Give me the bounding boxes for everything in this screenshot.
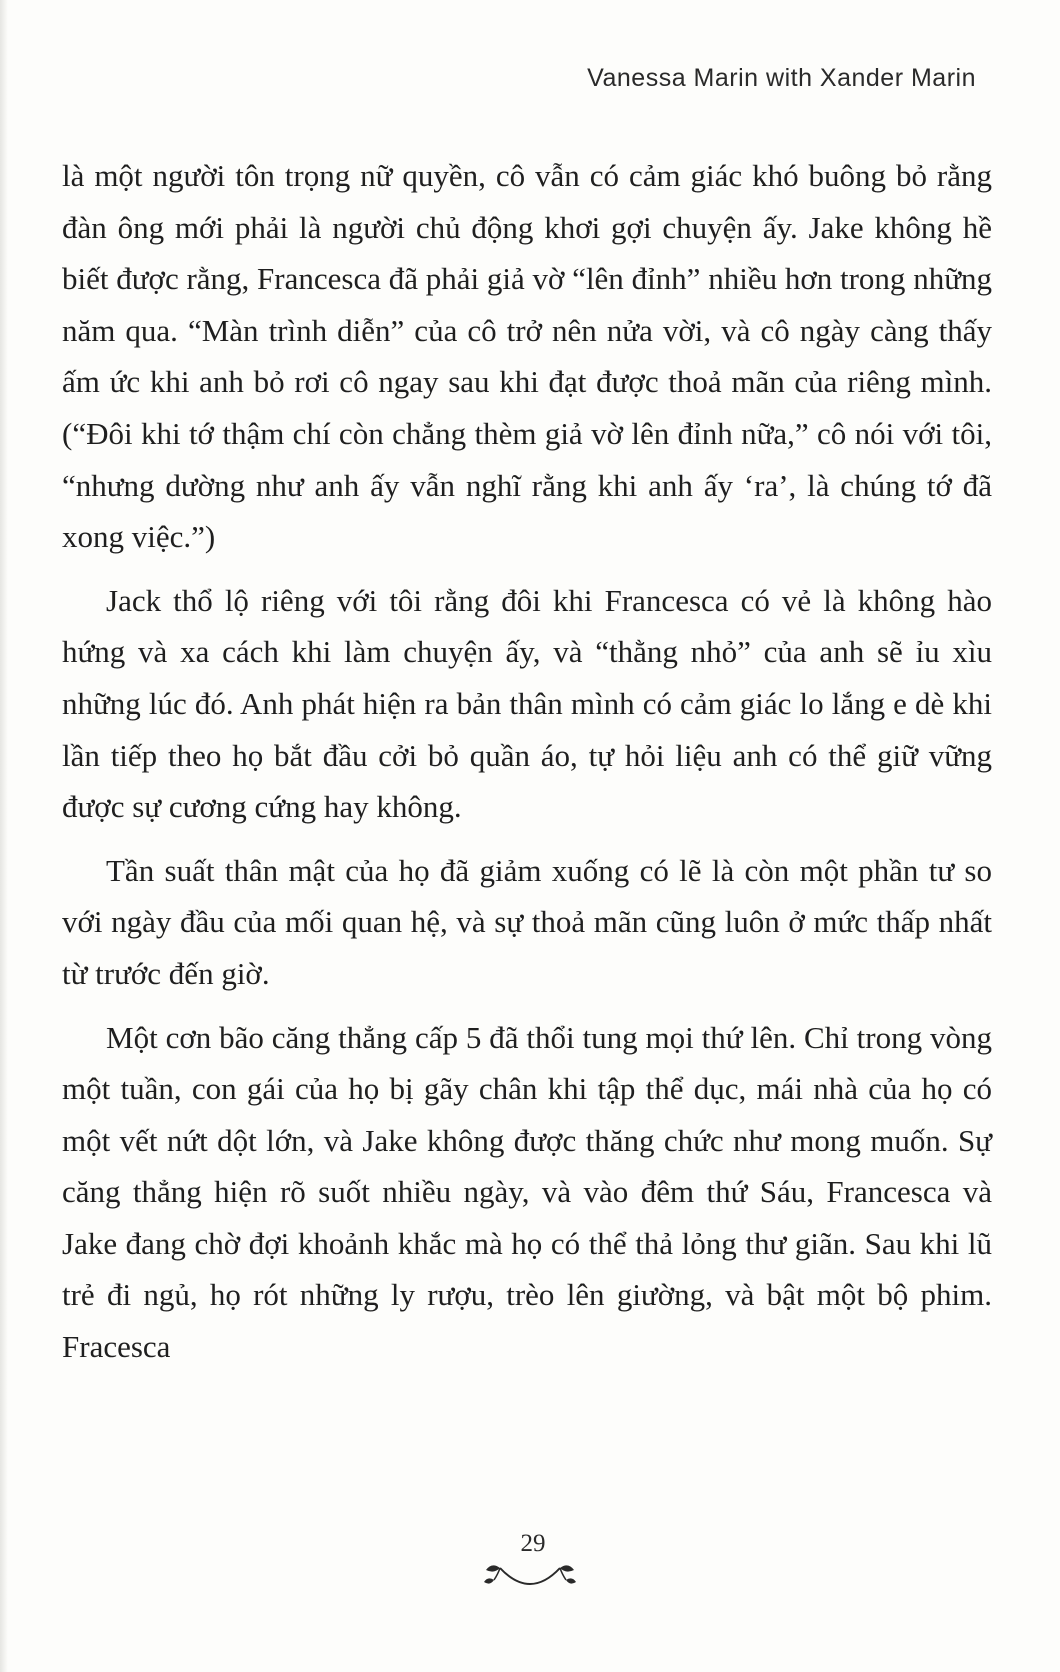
vine-ornament-icon bbox=[480, 1560, 580, 1594]
paragraph-1: là một người tôn trọng nữ quyền, cô vẫn có cảm giác khó buông bỏ rằng đàn ông mới phải là người chủ động khơi gợi chuyện ấy. Jake không hề biết được rằng, Francesca đã phải giả vờ “lên đỉnh” nhiều hơn trong những năm qua. “Màn trình diễn” của cô trở nên nửa vời, và cô ngày càng thấy ấm ức khi anh bỏ rơi cô ngay sau khi đạt được thoả mãn của riêng mình. (“Đôi khi tớ thậm chí còn chẳng thèm giả vờ lên đỉnh nữa,” cô nói với tôi, “nhưng dường như anh ấy vẫn nghĩ rằng khi anh ấy ‘ra’, là chúng tớ đã xong việc.”) bbox=[62, 158, 992, 555]
page-footer bbox=[0, 1530, 1060, 1594]
paragraph-3: Tần suất thân mật của họ đã giảm xuống có lẽ là còn một phần tư so với ngày đầu của mối quan hệ, và sự thoả mãn cũng luôn ở mức thấp nhất từ trước đến giờ. bbox=[62, 852, 992, 991]
paragraph-2: Jack thổ lộ riêng với tôi rằng đôi khi Francesca có vẻ là không hào hứng và xa cách khi làm chuyện ấy, và “thằng nhỏ” của anh sẽ ỉu xìu những lúc đó. Anh phát hiện ra bản thân mình có cảm giác lo lắng e dè khi lần tiếp theo họ bắt đầu cởi bỏ quần áo, tự hỏi liệu anh có thể giữ vững được sự cương cứng hay không. bbox=[62, 582, 992, 825]
paragraph-4: Một cơn bão căng thẳng cấp 5 đã thổi tung mọi thứ lên. Chỉ trong vòng một tuần, con gái của họ bị gãy chân khi tập thể dục, mái nhà của họ có một vết nứt dột lớn, và Jake không được thăng chức như mong muốn. Sự căng thẳng hiện rõ suốt nhiều ngày, và vào đêm thứ Sáu, Francesca và Jake đang chờ đợi khoảnh khắc mà họ có thể thả lỏng thư giãn. Sau khi lũ trẻ đi ngủ, họ rót những ly rượu, trèo lên giường, và bật một bộ phim. Fracesca bbox=[62, 1019, 992, 1365]
page-gutter-shadow bbox=[0, 0, 8, 1672]
body-text bbox=[62, 150, 992, 1373]
page-number: 29 bbox=[520, 1530, 546, 1557]
running-header: Vanessa Marin with Xander Marin bbox=[587, 64, 976, 92]
